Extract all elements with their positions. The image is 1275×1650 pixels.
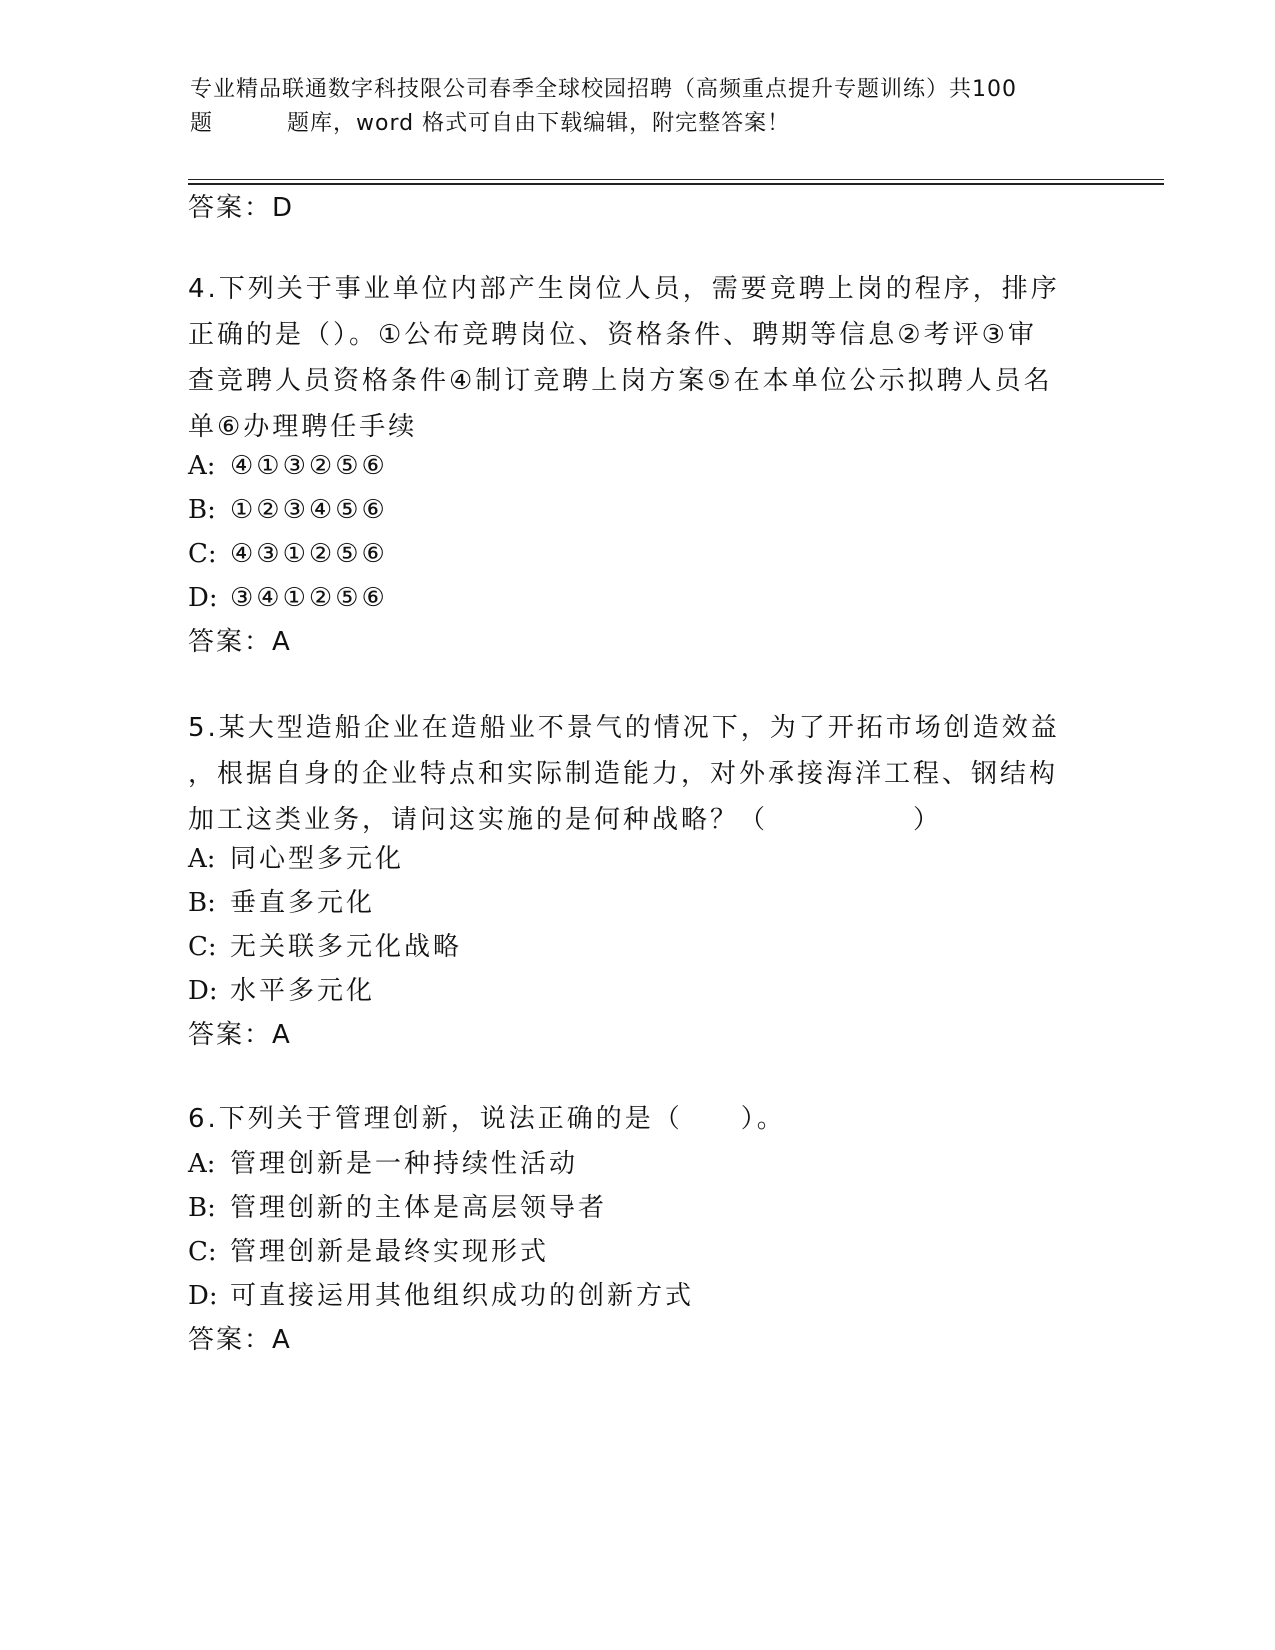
question-5-line-2: ，根据自身的企业特点和实际制造能力，对外承接海洋工程、钢结构	[188, 759, 1059, 789]
question-6-option-a: A: 管理创新是一种持续性活动	[188, 1149, 579, 1179]
header-divider-thick	[188, 183, 1164, 185]
question-5-option-b: B: 垂直多元化	[188, 888, 376, 918]
question-5-line-3: 加工这类业务，请问这实施的是何种战略？（ ）	[188, 805, 943, 835]
question-4-line-2: 正确的是（）。①公布竞聘岗位、资格条件、聘期等信息②考评③审	[188, 320, 1037, 350]
question-5	[188, 705, 1068, 843]
header-line-2-head: 题	[190, 111, 214, 136]
question-4-option-a: A: ④①③②⑤⑥	[188, 451, 388, 481]
question-5-line-1: 5.某大型造船企业在造船业不景气的情况下，为了开拓市场创造效益	[188, 713, 1060, 743]
question-5-option-c: C: 无关联多元化战略	[188, 932, 463, 962]
question-4-answer: 答案：A	[188, 627, 292, 657]
question-4-option-c: C: ④③①②⑤⑥	[188, 539, 388, 569]
header-line-2	[190, 107, 1090, 141]
document-header	[190, 73, 1090, 141]
question-4-line-3: 查竞聘人员资格条件④制订竞聘上岗方案⑤在本单位公示拟聘人员名	[188, 366, 1053, 396]
question-6	[188, 1096, 1068, 1142]
answer-prev: 答案：D	[188, 193, 295, 223]
question-4-line-4: 单⑥办理聘任手续	[188, 412, 418, 442]
question-6-answer: 答案：A	[188, 1325, 292, 1355]
header-line-2-tail: 题库，word 格式可自由下载编辑，附完整答案！	[287, 111, 791, 136]
question-5-option-d: D: 水平多元化	[188, 976, 376, 1006]
question-5-answer: 答案：A	[188, 1020, 292, 1050]
question-6-option-d: D: 可直接运用其他组织成功的创新方式	[188, 1281, 695, 1311]
header-line-1: 专业精品联通数字科技限公司春季全球校园招聘（高频重点提升专题训练）共100	[190, 77, 1017, 102]
question-4	[188, 266, 1068, 450]
question-5-option-a: A: 同心型多元化	[188, 844, 405, 874]
question-4-option-b: B: ①②③④⑤⑥	[188, 495, 388, 525]
question-6-line-1: 6.下列关于管理创新，说法正确的是（ ）。	[188, 1104, 786, 1134]
header-divider-thin	[188, 179, 1164, 180]
question-6-option-c: C: 管理创新是最终实现形式	[188, 1237, 550, 1267]
question-4-option-d: D: ③④①②⑤⑥	[188, 583, 388, 613]
question-4-line-1: 4.下列关于事业单位内部产生岗位人员，需要竞聘上岗的程序，排序	[188, 274, 1060, 304]
question-6-option-b: B: 管理创新的主体是高层领导者	[188, 1193, 608, 1223]
